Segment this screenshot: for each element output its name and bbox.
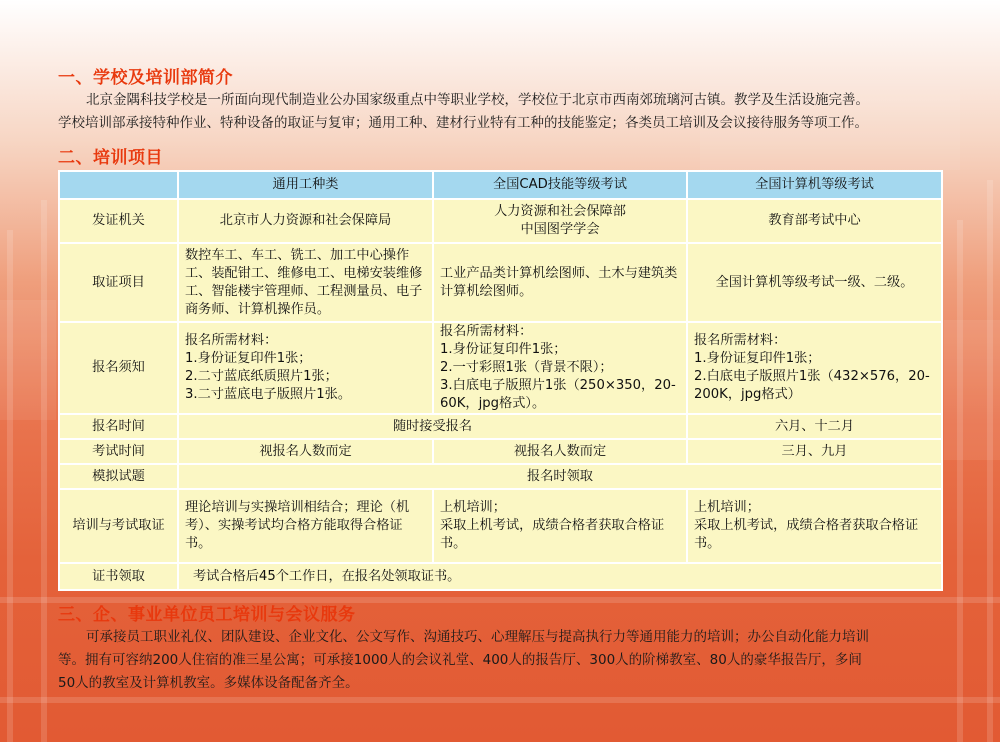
row-label-issuer: 发证机关 xyxy=(59,199,178,243)
section-3-line-3: 50人的教室及计算机教室。多媒体设备配备齐全。 xyxy=(58,675,359,691)
cell-notice-computer: 报名所需材料： 1.身份证复印件1张； 2.白底电子版照片1张（432×576，20-200K，jpg格式） xyxy=(687,322,942,414)
cell-exam-time-general: 视报名人数而定 xyxy=(178,439,433,464)
cell-mock-exam-all: 报名时领取 xyxy=(178,464,942,489)
table-row xyxy=(59,489,942,563)
row-label-collect: 证书领取 xyxy=(59,563,178,590)
row-label-notice: 报名须知 xyxy=(59,322,178,414)
cell-notice-general: 报名所需材料： 1.身份证复印件1张； 2.二寸蓝底纸质照片1张； 3.二寸蓝底电子版照片1张。 xyxy=(178,322,433,414)
table-header-row xyxy=(59,171,942,199)
row-label-exam-time: 考试时间 xyxy=(59,439,178,464)
row-label-certificate: 取证项目 xyxy=(59,243,178,322)
section-2-title: 二、培训项目 xyxy=(58,148,163,168)
header-computer: 全国计算机等级考试 xyxy=(687,171,942,199)
cell-training-general: 理论培训与实操培训相结合；理论（机考）、实操考试均合格方能取得合格证书。 xyxy=(178,489,433,563)
table-row xyxy=(59,464,942,489)
section-1-line-2: 学校培训部承接特种作业、特种设备的取证与复审；通用工种、建材行业特有工种的技能鉴定；各类员工培训及会议接待服务等项工作。 xyxy=(58,115,868,131)
section-3-line-1: 可承接员工职业礼仪、团队建设、企业文化、公文写作、沟通技巧、心理解压与提高执行力等通用能力的培训；办公自动化能力培训 xyxy=(86,629,869,645)
header-cad: 全国CAD技能等级考试 xyxy=(433,171,687,199)
cell-certificate-cad: 工业产品类计算机绘图师、土木与建筑类计算机绘图师。 xyxy=(433,243,687,322)
section-3-line-2: 等。拥有可容纳200人住宿的准三星公寓；可承接1000人的会议礼堂、400人的报告厅、300人的阶梯教室、80人的豪华报告厅，多间 xyxy=(58,652,862,668)
cell-signup-time-computer: 六月、十二月 xyxy=(687,414,942,439)
cell-exam-time-computer: 三月、九月 xyxy=(687,439,942,464)
cell-notice-cad: 报名所需材料： 1.身份证复印件1张； 2.一寸彩照1张（背景不限）； 3.白底电子版照片1张（250×350，20-60K，jpg格式）。 xyxy=(433,322,687,414)
section-1-line-1: 北京金隅科技学校是一所面向现代制造业公办国家级重点中等职业学校，学校位于北京市西南郊琉璃河古镇。教学及生活设施完善。 xyxy=(86,92,869,108)
cell-training-computer: 上机培训； 采取上机考试，成绩合格者获取合格证书。 xyxy=(687,489,942,563)
row-label-mock-exam: 模拟试题 xyxy=(59,464,178,489)
row-label-signup-time: 报名时间 xyxy=(59,414,178,439)
table-row xyxy=(59,322,942,414)
cell-certificate-computer: 全国计算机等级考试一级、二级。 xyxy=(687,243,942,322)
table-row xyxy=(59,439,942,464)
cell-issuer-computer: 教育部考试中心 xyxy=(687,199,942,243)
section-1-title: 一、学校及培训部简介 xyxy=(58,68,233,88)
row-label-training: 培训与考试取证 xyxy=(59,489,178,563)
table-row xyxy=(59,243,942,322)
cell-collect-all: 考试合格后45个工作日，在报名处领取证书。 xyxy=(178,563,942,590)
cell-exam-time-cad: 视报名人数而定 xyxy=(433,439,687,464)
cell-issuer-cad: 人力资源和社会保障部 中国图学学会 xyxy=(433,199,687,243)
section-3-title: 三、企、事业单位员工培训与会议服务 xyxy=(58,605,356,625)
cell-signup-time-general-cad: 随时接受报名 xyxy=(178,414,687,439)
cell-certificate-general: 数控车工、车工、铣工、加工中心操作工、装配钳工、维修电工、电梯安装维修工、智能楼宇管理师、工程测量员、电子商务师、计算机操作员。 xyxy=(178,243,433,322)
table-row xyxy=(59,414,942,439)
header-empty xyxy=(59,171,178,199)
cell-training-cad: 上机培训； 采取上机考试，成绩合格者获取合格证书。 xyxy=(433,489,687,563)
table-row xyxy=(59,199,942,243)
training-projects-table xyxy=(58,170,943,591)
cell-issuer-general: 北京市人力资源和社会保障局 xyxy=(178,199,433,243)
table-row xyxy=(59,563,942,590)
header-general: 通用工种类 xyxy=(178,171,433,199)
